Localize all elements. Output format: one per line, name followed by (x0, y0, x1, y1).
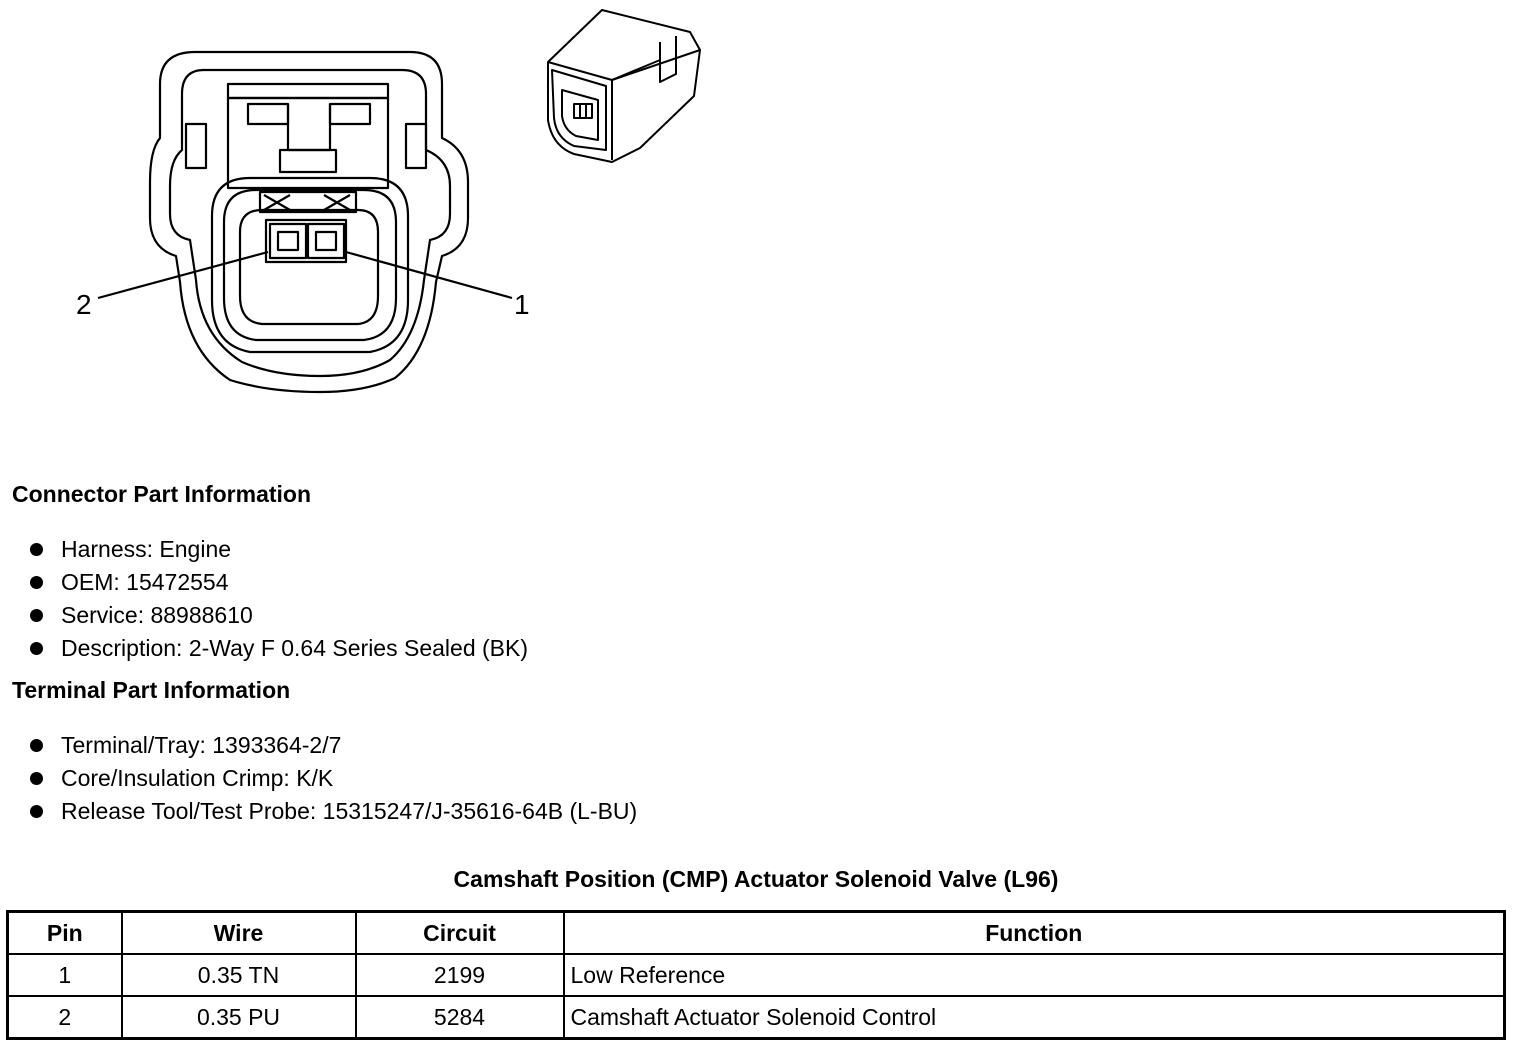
connector-face (150, 52, 468, 392)
list-item: Description: 2-Way F 0.64 Series Sealed (BK) (30, 632, 528, 665)
cell-circuit: 2199 (356, 954, 564, 996)
list-item: Release Tool/Test Probe: 15315247/J-35616-64B (L-BU) (30, 795, 637, 828)
bullet-icon (30, 739, 43, 752)
table-header-row (8, 912, 1505, 955)
header-wire: Wire (122, 912, 356, 955)
terminal-info-list (30, 729, 637, 828)
cell-pin: 1 (8, 954, 122, 996)
header-circuit: Circuit (356, 912, 564, 955)
bullet-icon (30, 805, 43, 818)
table-row (8, 954, 1505, 996)
terminal-info-title: Terminal Part Information (12, 677, 291, 703)
bullet-icon (30, 576, 43, 589)
list-item: OEM: 15472554 (30, 566, 528, 599)
list-item: Terminal/Tray: 1393364-2/7 (30, 729, 637, 762)
connector-3d-view (548, 10, 700, 162)
list-item: Service: 88988610 (30, 599, 528, 632)
cell-circuit: 5284 (356, 996, 564, 1039)
cell-function: Low Reference (564, 954, 1505, 996)
bullet-icon (30, 543, 43, 556)
bullet-icon (30, 642, 43, 655)
cell-wire: 0.35 TN (122, 954, 356, 996)
cell-function: Camshaft Actuator Solenoid Control (564, 996, 1505, 1039)
bullet-icon (30, 609, 43, 622)
connector-info-list (30, 533, 528, 665)
list-item: Core/Insulation Crimp: K/K (30, 762, 637, 795)
header-function: Function (564, 912, 1505, 955)
pin-1-leader (346, 252, 512, 298)
pinout-table (6, 910, 1506, 1040)
pin-1-label: 1 (514, 289, 530, 320)
connector-diagram (0, 0, 760, 420)
cell-pin: 2 (8, 996, 122, 1039)
header-pin: Pin (8, 912, 122, 955)
pinout-table-title: Camshaft Position (CMP) Actuator Solenoid Valve (L96) (453, 866, 1059, 892)
cell-wire: 0.35 PU (122, 996, 356, 1039)
connector-info-title: Connector Part Information (12, 481, 312, 507)
bullet-icon (30, 772, 43, 785)
pin-2-leader (98, 252, 268, 298)
pin-2-label: 2 (76, 289, 92, 320)
list-item: Harness: Engine (30, 533, 528, 566)
table-row (8, 996, 1505, 1039)
